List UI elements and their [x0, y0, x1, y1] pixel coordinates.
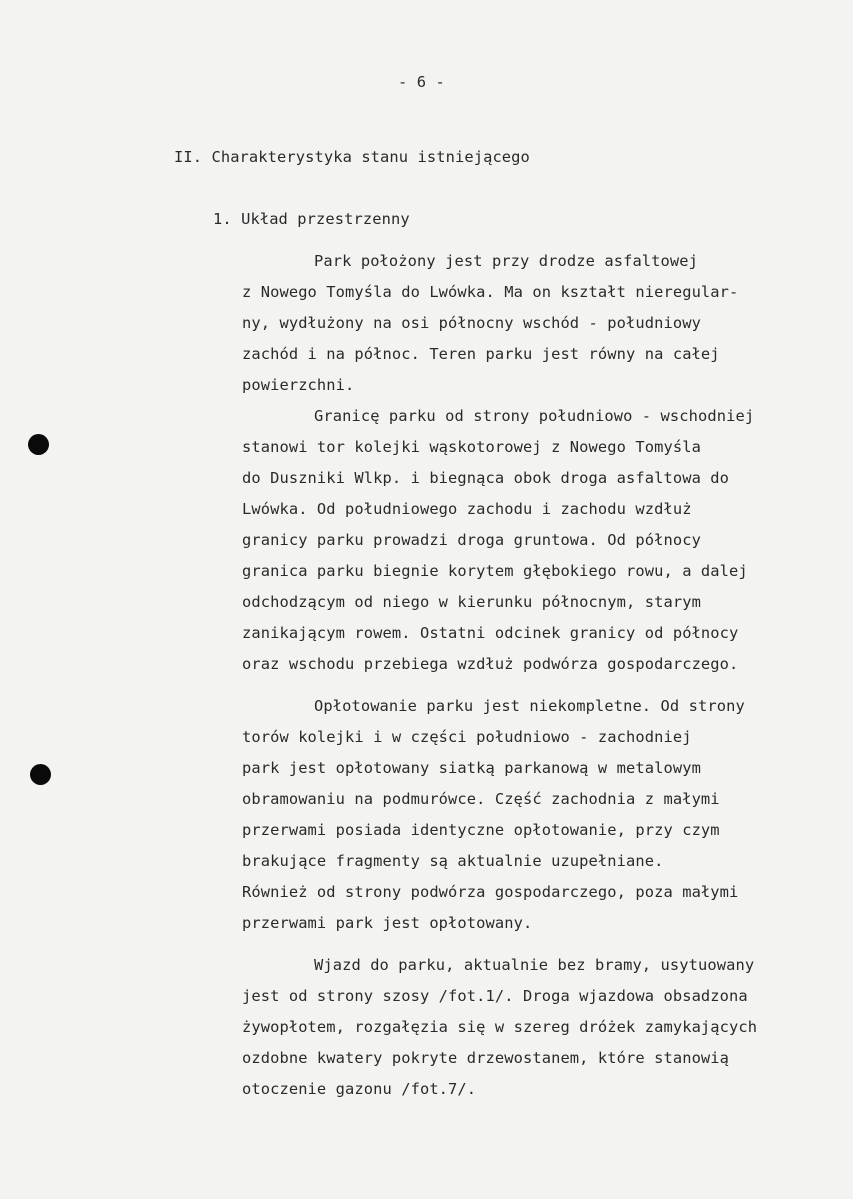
punch-hole — [30, 764, 51, 785]
section-heading: II. Charakterystyka stanu istniejącego — [174, 148, 530, 166]
page-number: - 6 - — [398, 73, 445, 91]
paragraph-2-line: oraz wschodu przebiega wzdłuż podwórza gospodarczego. — [242, 655, 739, 673]
paragraph-1-line: powierzchni. — [242, 376, 355, 394]
paragraph-4-line: ozdobne kwatery pokryte drzewostanem, które stanowią — [242, 1049, 730, 1067]
paragraph-3-line: obramowaniu na podmurówce. Część zachodnia z małymi — [242, 790, 720, 808]
paragraph-2-line: stanowi tor kolejki wąskotorowej z Nowego Tomyśla — [242, 438, 701, 456]
paragraph-3-line: park jest opłotowany siatką parkanową w metalowym — [242, 759, 701, 777]
paragraph-2-line: Lwówka. Od południowego zachodu i zachodu wzdłuż — [242, 500, 692, 518]
paragraph-4-line: żywopłotem, rozgałęzia się w szereg dróżek zamykających — [242, 1018, 758, 1036]
paragraph-4-line: jest od strony szosy /fot.1/. Droga wjazdowa obsadzona — [242, 987, 748, 1005]
paragraph-3-line: Również od strony podwórza gospodarczego, poza małymi — [242, 883, 739, 901]
paragraph-4-line: otoczenie gazonu /fot.7/. — [242, 1080, 477, 1098]
paragraph-3-line: przerwami park jest opłotowany. — [242, 914, 533, 932]
paragraph-1-line: Park położony jest przy drodze asfaltowej — [314, 252, 699, 270]
paragraph-2-line: Granicę parku od strony południowo - wschodniej — [314, 407, 755, 425]
paragraph-4-line: Wjazd do parku, aktualnie bez bramy, usytuowany — [314, 956, 755, 974]
paragraph-2-line: zanikającym rowem. Ostatni odcinek granicy od północy — [242, 624, 739, 642]
paragraph-3-line: Opłotowanie parku jest niekompletne. Od strony — [314, 697, 745, 715]
subsection-heading: 1. Układ przestrzenny — [213, 210, 410, 228]
paragraph-2-line: do Duszniki Wlkp. i biegnąca obok droga asfaltowa do — [242, 469, 730, 487]
paragraph-3-line: brakujące fragmenty są aktualnie uzupełniane. — [242, 852, 664, 870]
paragraph-1-line: ny, wydłużony na osi północny wschód - południowy — [242, 314, 701, 332]
paragraph-2-line: odchodzącym od niego w kierunku północnym, starym — [242, 593, 701, 611]
paragraph-1-line: zachód i na północ. Teren parku jest równy na całej — [242, 345, 720, 363]
paragraph-2-line: granica parku biegnie korytem głębokiego rowu, a dalej — [242, 562, 748, 580]
paragraph-2-line: granicy parku prowadzi droga gruntowa. Od północy — [242, 531, 701, 549]
paragraph-3-line: przerwami posiada identyczne opłotowanie, przy czym — [242, 821, 720, 839]
paragraph-1-line: z Nowego Tomyśla do Lwówka. Ma on kształt nieregular- — [242, 283, 739, 301]
paragraph-3-line: torów kolejki i w części południowo - zachodniej — [242, 728, 692, 746]
punch-hole — [28, 434, 49, 455]
